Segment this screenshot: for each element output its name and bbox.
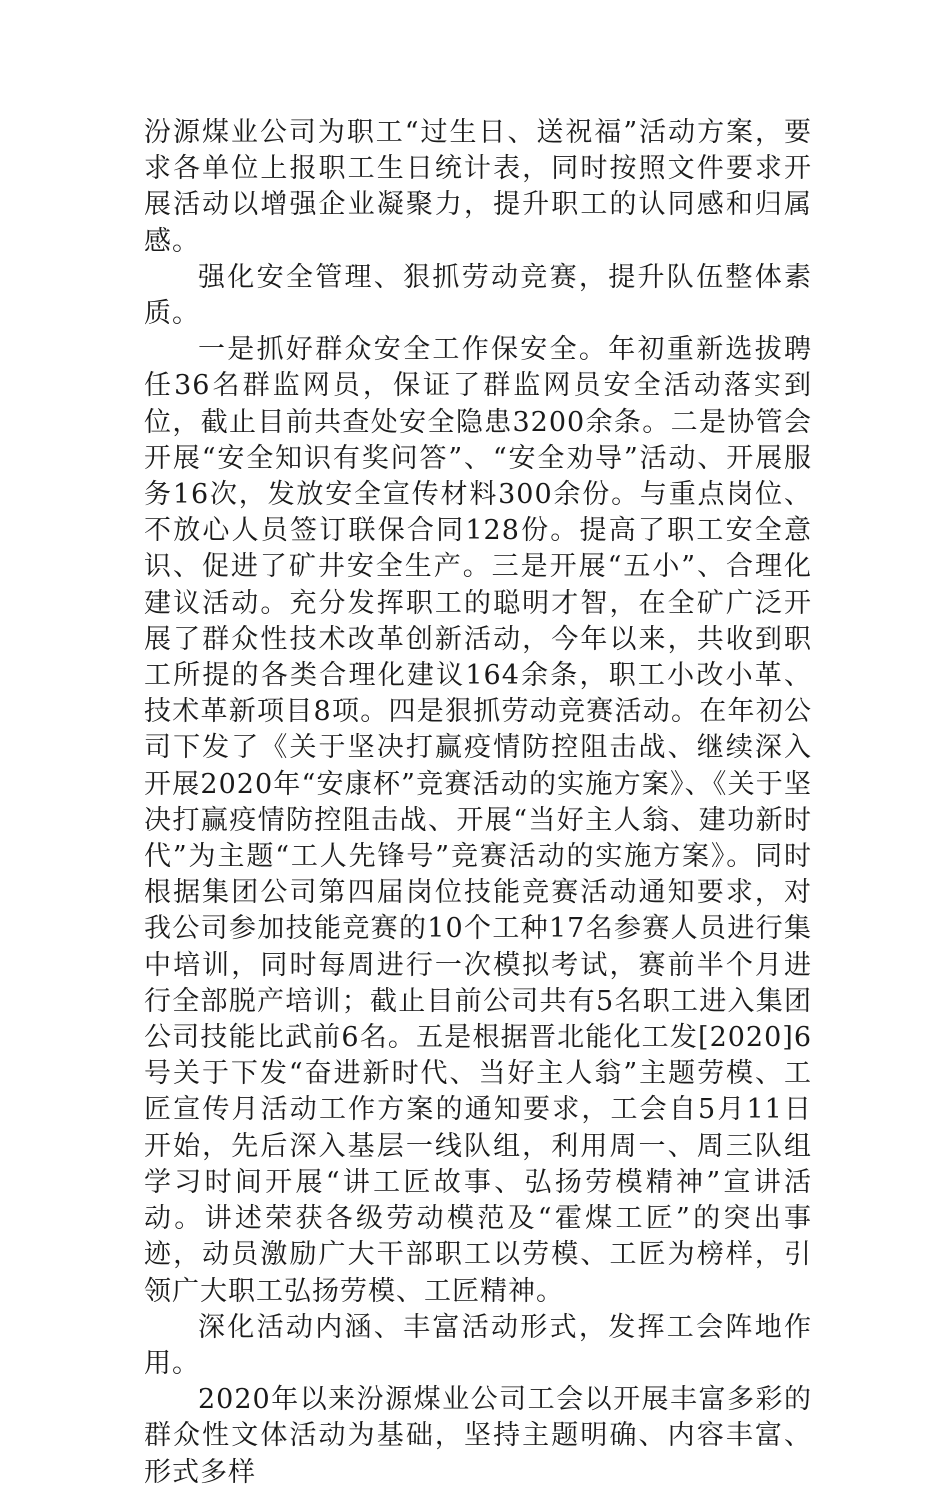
paragraph-safety-details: 一是抓好群众安全工作保安全。年初重新选拔聘任36名群监网员，保证了群监网员安全活动落实到位，截止目前共查处安全隐患3200余条。二是协管会开展“安全知识有奖问答”、“安全劝导”活动、开展服务16次，发放安全宣传材料300余份。与重点岗位、不放心人员签订联保合同128份。提高了职工安全意识、促进了矿井安全生产。三是开展“五小”、合理化建议活动。充分发挥职工的聪明才智，在全矿广泛开展了群众性技术改革创新活动，今年以来，共收到职工所提的各类合理化建议164余条，职工小改小革、技术革新项目8项。四是狠抓劳动竞赛活动。在年初公司下发了《关于坚决打赢疫情防控阻击战、继续深入开展2020年“安康杯”竞赛活动的实施方案》、《关于坚决打赢疫情防控阻击战、开展“当好主人翁、建功新时代”为主题“工人先锋号”竞赛活动的实施方案》。同时根据集团公司第四届岗位技能竞赛活动通知要求，对我公司参加技能竞赛的10个工种17名参赛人员进行集中培训，同时每周进行一次模拟考试，赛前半个月进行全部脱产培训；截止目前公司共有5名职工进入集团公司技能比武前6名。五是根据晋北能化工发[2020]6号关于下发“奋进新时代、当好主人翁”主题劳模、工匠宣传月活动工作方案的通知要求，工会自5月11日开始，先后深入基层一线队组，利用周一、周三队组学习时间开展“讲工匠故事、弘扬劳模精神”宣讲活动。讲述荣获各级劳动模范及“霍煤工匠”的突出事迹，动员激励广大干部职工以劳模、工匠为榜样，引领广大职工弘扬劳模、工匠精神。 <box>144 334 812 1307</box>
section-heading-safety: 强化安全管理、狠抓劳动竞赛，提升队伍整体素质。 <box>144 261 812 330</box>
section-heading-activities: 深化活动内涵、丰富活动形式，发挥工会阵地作用。 <box>144 1311 812 1379</box>
document-body <box>144 115 812 1491</box>
paragraph-activities-details: 2020年以来汾源煤业公司工会以开展丰富多彩的群众性文体活动为基础，坚持主题明确、内容丰富、形式多样 <box>144 1384 812 1488</box>
paragraph-continuation: 汾源煤业公司为职工“过生日、送祝福”活动方案，要求各单位上报职工生日统计表，同时按照文件要求开展活动以增强企业凝聚力，提升职工的认同感和归属感。 <box>144 117 812 257</box>
